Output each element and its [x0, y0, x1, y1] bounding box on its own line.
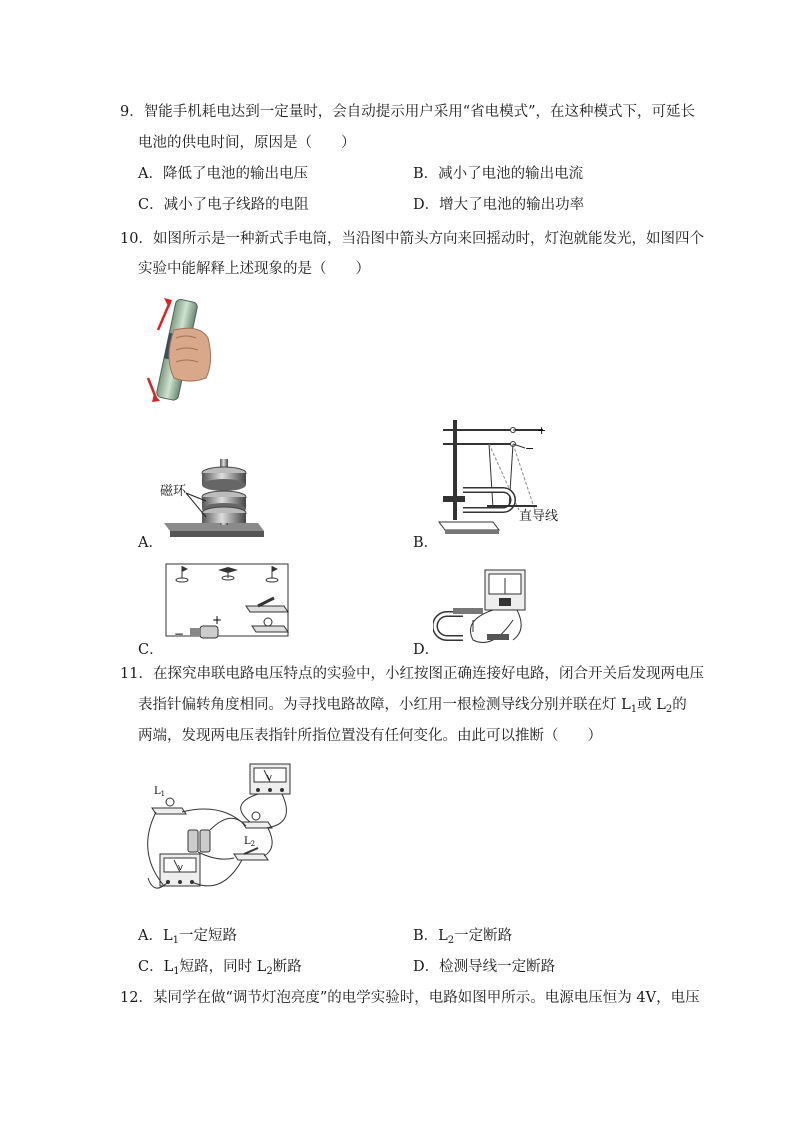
- magnetic-ring-figure: [158, 455, 268, 540]
- q10-option-c-label: C．: [138, 642, 164, 658]
- q11-option-a: A．$L_1$一定短路: [138, 928, 237, 946]
- q10-stem-line1: 10．如图所示是一种新式手电筒，当沿图中箭头方向来回摇动时，灯泡就能发光，如图四个: [120, 231, 704, 247]
- coil-meter-figure: [433, 568, 533, 650]
- q9-stem-line2: 电池的供电时间，原因是（ ）: [138, 135, 356, 151]
- lamp-l2-label: $L_2$: [244, 836, 256, 848]
- q9-option-b: B．减小了电池的输出电流: [413, 166, 584, 182]
- q10-option-a-label: A．: [138, 535, 163, 551]
- q11-stem-line1: 11．在探究串联电路电压特点的实验中，小红按图正确连接好电路，闭合开关后发现两电压: [120, 666, 704, 682]
- compass-circuit-figure: [160, 558, 295, 648]
- q9-option-d: D．增大了电池的输出功率: [413, 197, 585, 213]
- lamp-l1-label: $L_1$: [154, 786, 166, 798]
- terminal-minus: −: [525, 442, 535, 455]
- q11-stem-line2: 表指针偏转角度相同。为寻找电路故障，小红用一根检测导线分别并联在灯 $L_1$或 $L_2$的: [138, 697, 687, 715]
- terminal-plus: +: [537, 424, 547, 437]
- q11-stem-line3: 两端，发现两电压表指针所指位置没有任何变化。由此可以推断（ ）: [138, 728, 602, 744]
- q9-option-c: C．减小了电子线路的电阻: [138, 197, 309, 213]
- voltmeter-top-v: V: [267, 774, 272, 782]
- q9-option-a: A．降低了电池的输出电压: [138, 166, 308, 182]
- voltmeter-bottom-v: V: [178, 864, 183, 872]
- q11-option-d: D．检测导线一定断路: [413, 959, 556, 975]
- shake-flashlight-figure: [138, 290, 218, 410]
- battery-plus: +: [212, 613, 223, 627]
- q10-stem-line2: 实验中能解释上述现象的是（ ）: [138, 261, 370, 277]
- q12-stem-line1: 12．某同学在做“调节灯泡亮度”的电学实验时，电路如图甲所示。电源电压恒为 4V，电压: [120, 990, 700, 1006]
- magnetic-ring-label: 磁环: [160, 484, 187, 499]
- straight-wire-label: 直导线: [519, 509, 559, 524]
- q10-option-d-label: D．: [413, 642, 440, 658]
- battery-minus: −: [174, 627, 185, 641]
- series-circuit-figure: [138, 758, 303, 906]
- q9-stem-line1: 9．智能手机耗电达到一定量时，会自动提示用户采用“省电模式”，在这种模式下，可延长: [120, 104, 696, 120]
- q11-option-c: C．$L_1$短路，同时 $L_2$断路: [138, 959, 302, 977]
- wire-in-magnetic-field-figure: [433, 418, 573, 543]
- q11-option-b: B．$L_2$一定断路: [413, 928, 513, 946]
- q10-option-b-label: B．: [413, 535, 439, 551]
